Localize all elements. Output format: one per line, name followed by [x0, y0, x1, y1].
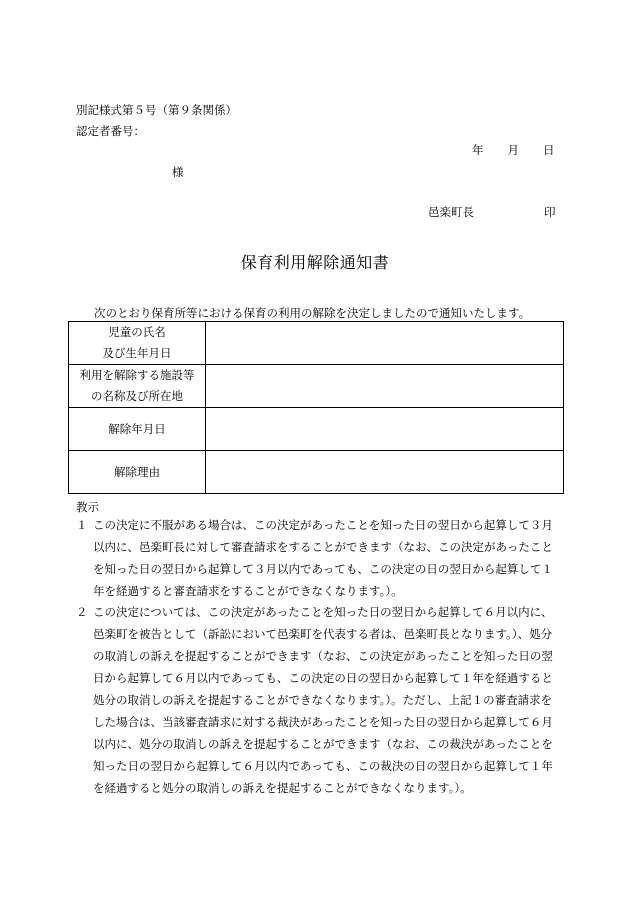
label-line: 利用を解除する施設等 — [79, 368, 195, 382]
notes-heading: 教示 — [76, 500, 99, 514]
intro-text: 次のとおり保育所等における保育の利用の解除を決定しましたので通知いたします。 — [94, 306, 531, 320]
label-line: の名称及び所在地 — [91, 389, 183, 403]
note-number: ２ — [76, 605, 88, 619]
document-title: 保育利用解除通知書 — [240, 253, 390, 272]
table-row — [69, 408, 564, 451]
table-row — [69, 322, 564, 365]
row-label-date — [69, 408, 206, 451]
row-value-child[interactable] — [206, 322, 564, 365]
note-text: この決定については、この決定があったことを知った日の翌日から起算して６月以内に、邑楽町を被告として（訴訟において邑楽町を代表する者は、邑楽町長となります。）、処分の取消しの訴えを提起することができます（なお、この決定があったことを知った日の翌日から起算して６月以内であっても、この決定の日の翌日から起算して１年を経過すると処分の取消しの訴えを提起することができなくなります。）。ただし、上記１の審査請求をした場合は、当該審査請求に対する裁決があったことを知った日の翌日から起算して６月以内に、処分の取消しの訴えを提起することができます（なお、この裁決があったことを知った日の翌日から起算して６月以内であっても、この裁決の日の翌日から起算して１年を経過すると処分の取消しの訴えを提起することができなくなります。）。 — [93, 605, 553, 795]
label-line: 及び生年月日 — [102, 346, 172, 360]
issuer-title: 邑楽町長 — [428, 205, 474, 219]
addressee-honorific: 様 — [172, 165, 184, 179]
note-number: １ — [76, 518, 88, 532]
label-line: 児童の氏名 — [108, 325, 166, 339]
certification-number-label: 認定者番号： — [76, 124, 145, 138]
issuer-line — [428, 204, 556, 220]
note-text: この決定に不服がある場合は、この決定があったことを知った日の翌日から起算して３月以内に、邑楽町長に対して審査請求をすることができます（なお、この決定があったことを知った日の翌日から起算して３月以内であっても、この決定の日の翌日から起算して１年を経過すると審査請求をすることができなくなります。）。 — [93, 518, 553, 598]
label-line: 解除理由 — [114, 464, 160, 479]
seal-mark: 印 — [544, 205, 556, 219]
label-line: 解除年月日 — [108, 421, 166, 436]
row-value-reason[interactable] — [206, 451, 564, 494]
date-day-label: 日 — [543, 143, 555, 157]
row-label-child — [69, 322, 206, 365]
row-label-reason — [69, 451, 206, 494]
row-value-date[interactable] — [206, 408, 564, 451]
date-line — [472, 142, 555, 158]
row-value-facility[interactable] — [206, 365, 564, 408]
table-row — [69, 365, 564, 408]
date-year-label: 年 — [472, 143, 484, 157]
form-number: 別記様式第５号（第９条関係） — [76, 103, 237, 117]
row-label-facility — [69, 365, 206, 408]
note-item — [76, 514, 562, 602]
date-month-label: 月 — [507, 143, 519, 157]
note-item — [76, 601, 562, 799]
table-row — [69, 451, 564, 494]
info-table — [68, 321, 564, 494]
